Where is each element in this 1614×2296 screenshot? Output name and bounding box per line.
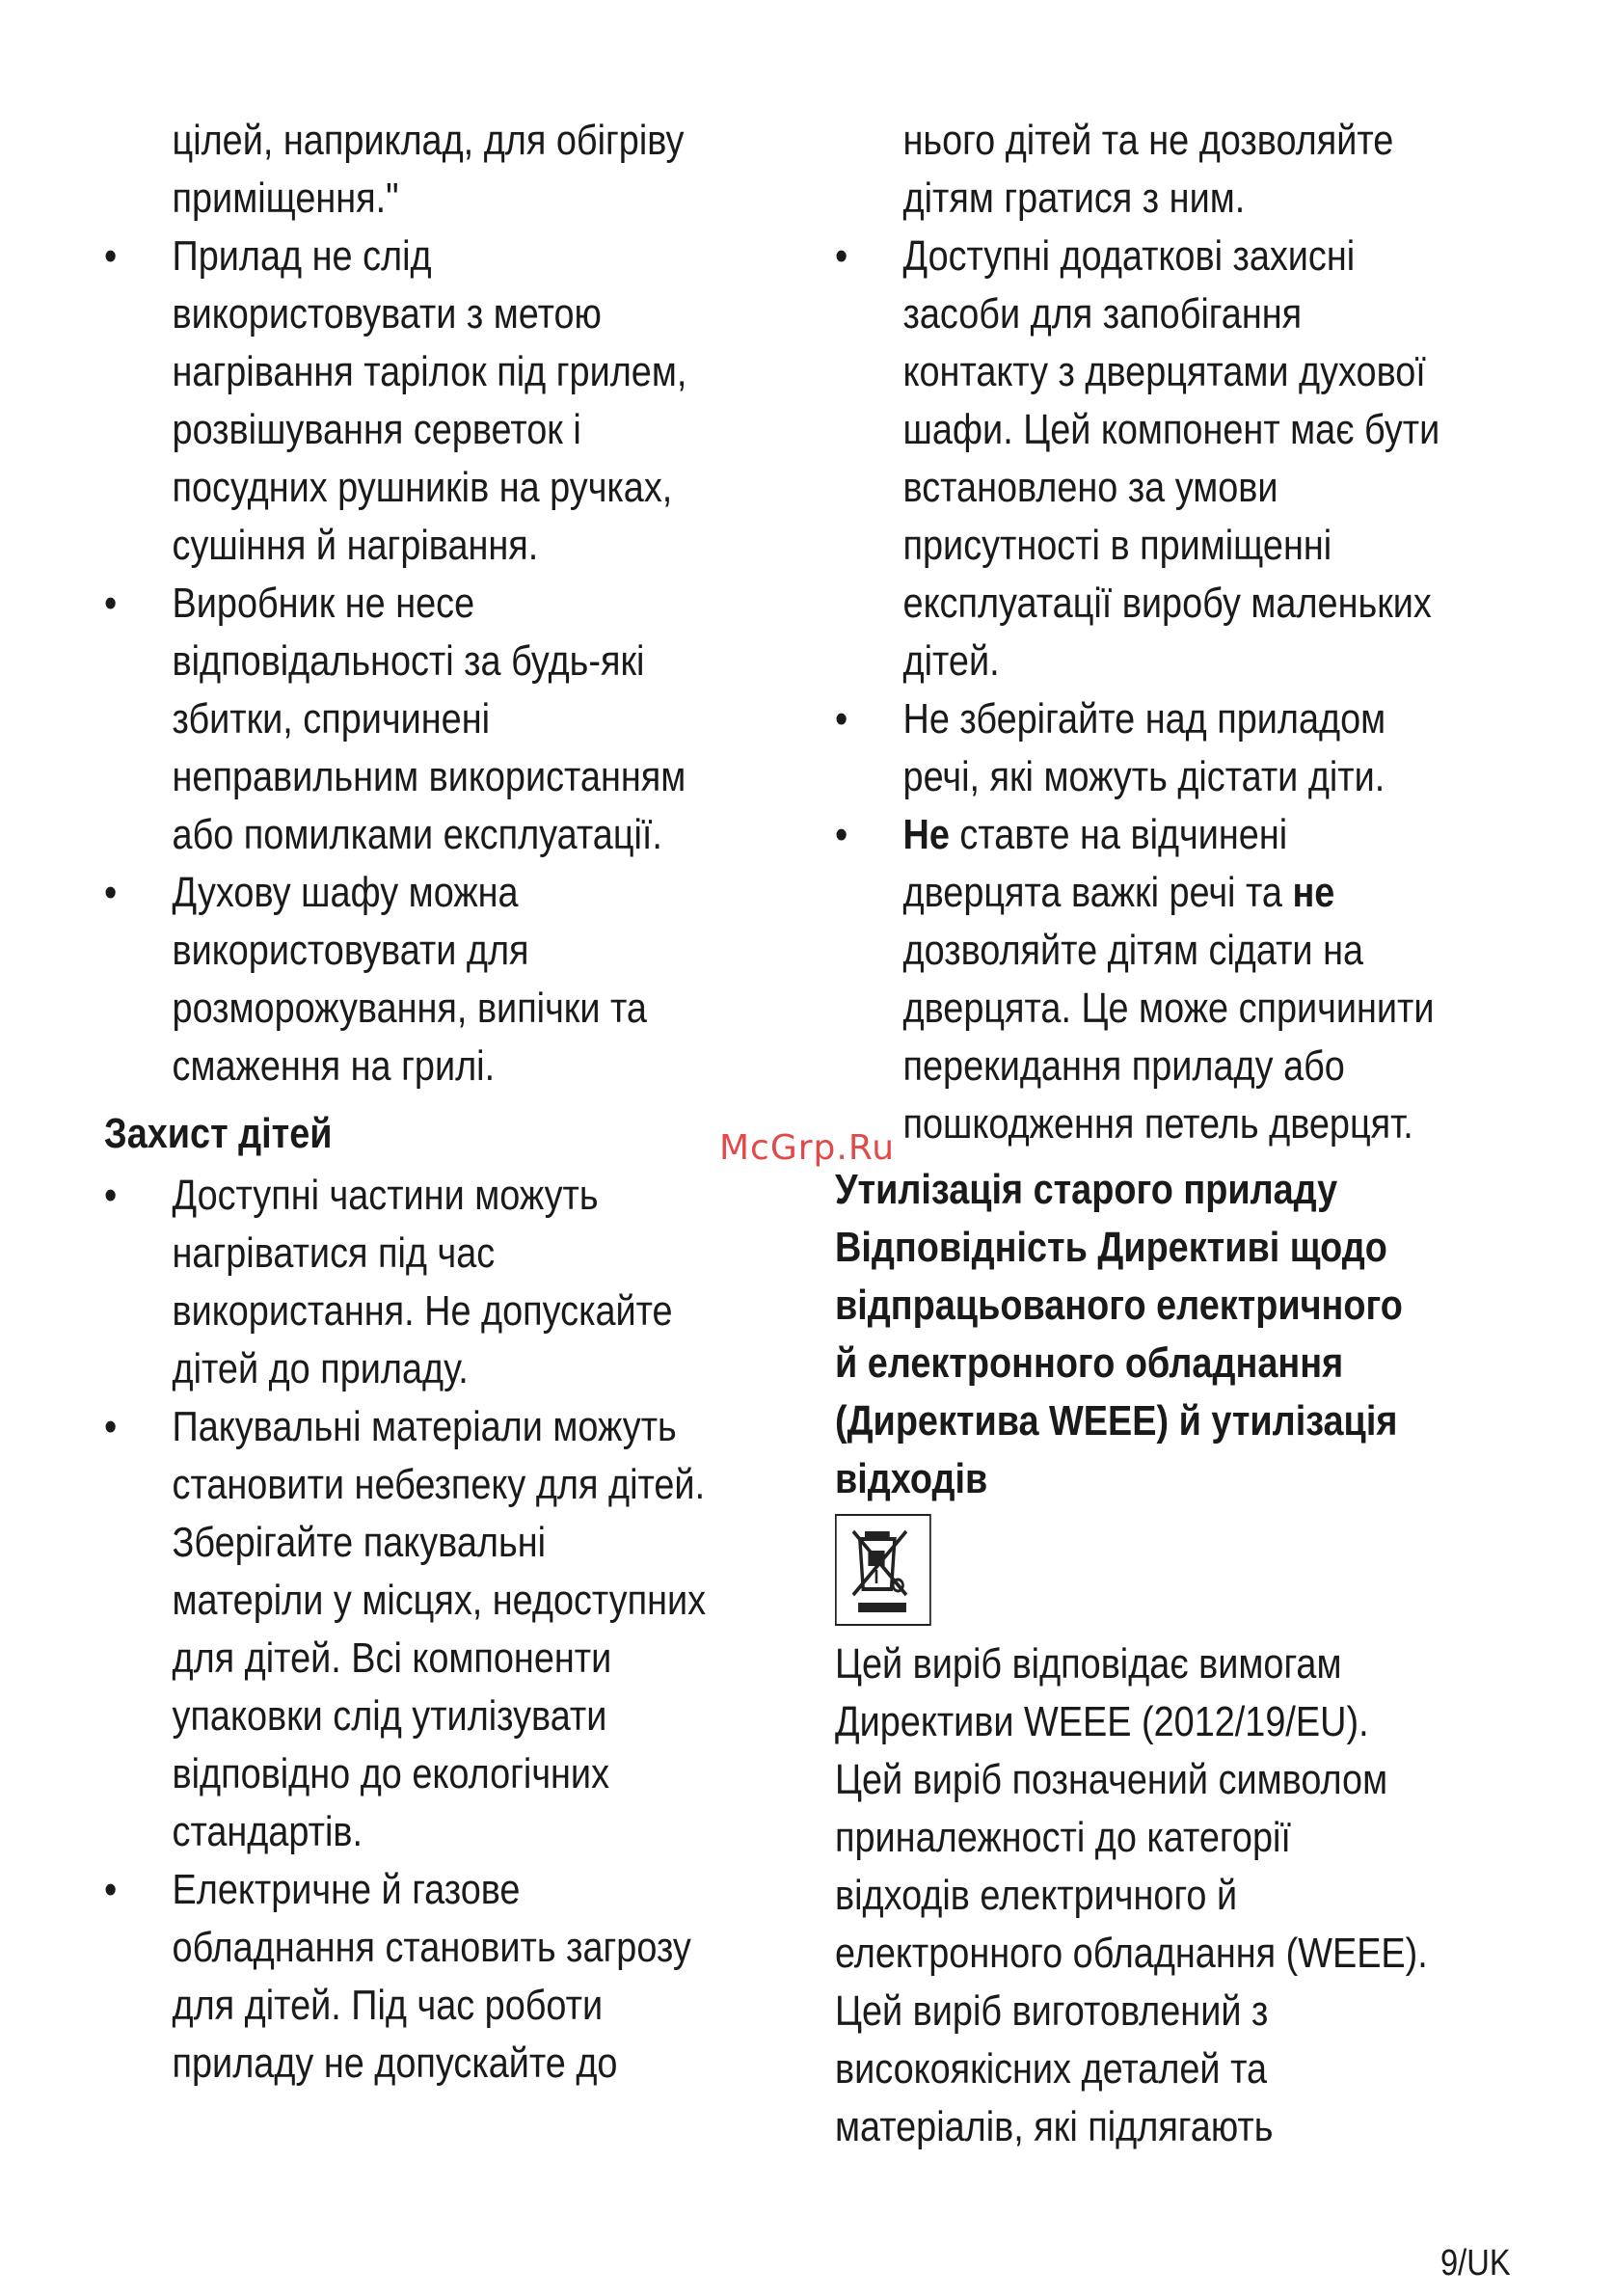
section-heading-disposal: Утилізація старого приладу — [835, 1166, 1338, 1213]
text-line: Цей виріб позначений символом — [835, 1756, 1388, 1803]
bullet-item — [104, 575, 776, 864]
text-line: відповідальності за будь-які — [172, 637, 645, 685]
heading-line: й електронного обладнання — [835, 1339, 1344, 1387]
bullet-marker: • — [835, 695, 848, 743]
text-line: розморожування, випічки та — [172, 985, 647, 1032]
text-line: неправильним використанням — [172, 753, 686, 800]
section-heading-child-safety: Захист дітей — [104, 1110, 333, 1157]
bullet-marker: • — [104, 1866, 118, 1913]
text-line: перекидання приладу або — [902, 1042, 1345, 1090]
text-line: Духову шафу можна — [172, 869, 519, 916]
text-line: контакту з дверцятами духової — [902, 348, 1426, 395]
text-line: використовувати для — [172, 927, 529, 974]
bullet-item — [835, 806, 1523, 1153]
heading-line: відходів — [835, 1455, 988, 1502]
heading-line: відпрацьованого електричного — [835, 1282, 1403, 1329]
text-line: Доступні частини можуть — [172, 1172, 599, 1219]
text-line: Доступні додаткові захисні — [902, 232, 1356, 280]
bullet-marker: • — [835, 232, 848, 280]
bullet-item — [835, 690, 1523, 806]
bullet-item — [835, 228, 1523, 690]
text-line: встановлено за умови — [902, 464, 1278, 511]
bullet-marker: • — [104, 580, 118, 627]
text-line: високоякісних деталей та — [835, 2045, 1268, 2093]
text-line: приміщення." — [172, 175, 399, 222]
text-line: стандартів. — [172, 1808, 363, 1855]
text-run: ставте на відчинені — [949, 811, 1288, 858]
text-line: або помилками експлуатації. — [172, 811, 662, 858]
bullet-marker: • — [104, 869, 118, 916]
text-line: дітей. — [902, 637, 1000, 685]
text-line: відповідно до екологічних — [172, 1750, 609, 1797]
text-line — [903, 806, 1523, 864]
text-line: дітям гратися з ним. — [902, 175, 1246, 222]
left-column — [104, 112, 776, 2093]
text-line: присутності в приміщенні — [902, 522, 1332, 569]
text-line: дверцята. Це може спричинити — [902, 985, 1435, 1032]
text-run: дверцята важкі речі та — [902, 869, 1293, 916]
bullet-item — [104, 1398, 776, 1861]
text-line — [903, 864, 1523, 922]
paragraph-weee — [835, 1635, 1523, 2156]
text-line: обладнання становить загрозу — [172, 1924, 691, 1971]
bullet-item — [104, 1861, 776, 2093]
bold-emphasis: Не — [902, 811, 950, 858]
text-line: електронного обладнання (WEEE). — [835, 1930, 1428, 1977]
text-line: приналежності до категорії — [835, 1814, 1291, 1861]
text-line: упаковки слід утилізувати — [172, 1692, 607, 1740]
text-line: смаження на грилі. — [172, 1042, 496, 1090]
text-line: матеріли у місцях, недоступних — [172, 1577, 707, 1624]
text-line: нього дітей та не дозволяйте — [902, 117, 1394, 164]
text-line: пошкодження петель дверцят. — [902, 1100, 1413, 1148]
text-line: становити небезпеку для дітей. — [172, 1461, 706, 1508]
text-line: дозволяйте дітям сідати на — [902, 927, 1364, 974]
page-number: 9/UK — [1440, 2243, 1511, 2283]
weee-bin-icon — [835, 1514, 931, 1626]
text-line: розвішування серветок і — [172, 406, 581, 453]
text-line: цілей, наприклад, для обігріву — [172, 117, 685, 164]
text-line: сушіння й нагрівання. — [172, 522, 539, 569]
text-line: для дітей. Всі компоненти — [172, 1634, 612, 1682]
text-line: Пакувальні матеріали можуть — [172, 1403, 677, 1450]
bullet-marker: • — [104, 232, 118, 280]
text-line: використовувати з метою — [172, 290, 602, 338]
bullet-marker: • — [835, 811, 848, 858]
text-line: матеріалів, які підлягають — [835, 2103, 1274, 2150]
text-line: шафи. Цей компонент має бути — [902, 406, 1440, 453]
text-line: нагрівання тарілок під грилем, — [172, 348, 687, 395]
text-line: для дітей. Під час роботи — [172, 1982, 604, 2029]
subheading-weee-compliance — [835, 1219, 1523, 1508]
text-line: речі, які можуть дістати діти. — [902, 753, 1385, 800]
continued-text — [835, 112, 1523, 228]
heading-line: Відповідність Директиві щодо — [835, 1224, 1387, 1271]
text-line: дітей до приладу. — [172, 1345, 469, 1392]
text-line: збитки, спричинені — [172, 695, 490, 743]
bullet-marker: • — [104, 1403, 118, 1450]
text-line: Не зберігайте над приладом — [902, 695, 1386, 743]
text-line: приладу не допускайте до — [172, 2039, 618, 2087]
bullet-item — [104, 228, 776, 575]
text-line: Зберігайте пакувальні — [172, 1519, 547, 1566]
text-line: нагріватися під час — [172, 1229, 496, 1277]
bullet-item — [104, 1167, 776, 1398]
text-line: відходів електричного й — [835, 1872, 1238, 1919]
bullet-marker: • — [104, 1172, 118, 1219]
heading-line: (Директива WEEE) й утилізація — [835, 1397, 1398, 1445]
text-line: Цей виріб виготовлений з — [835, 1987, 1269, 2035]
text-line: засоби для запобігання — [902, 290, 1303, 338]
bullet-item — [104, 864, 776, 1095]
text-line: використання. Не допускайте — [172, 1287, 673, 1335]
continued-text — [104, 112, 776, 228]
text-line: посудних рушників на ручках, — [172, 464, 673, 511]
text-line: Цей виріб відповідає вимогам — [835, 1640, 1342, 1688]
text-line: Електричне й газове — [172, 1866, 521, 1913]
right-column — [835, 112, 1523, 2156]
bold-emphasis: не — [1292, 869, 1335, 916]
watermark: McGrp.Ru — [719, 1128, 896, 1168]
text-line: Прилад не слід — [172, 232, 432, 280]
text-line: експлуатації виробу маленьких — [902, 580, 1432, 627]
text-line: Виробник не несе — [172, 580, 475, 627]
text-line: Директиви WEEE (2012/19/EU). — [835, 1698, 1369, 1745]
